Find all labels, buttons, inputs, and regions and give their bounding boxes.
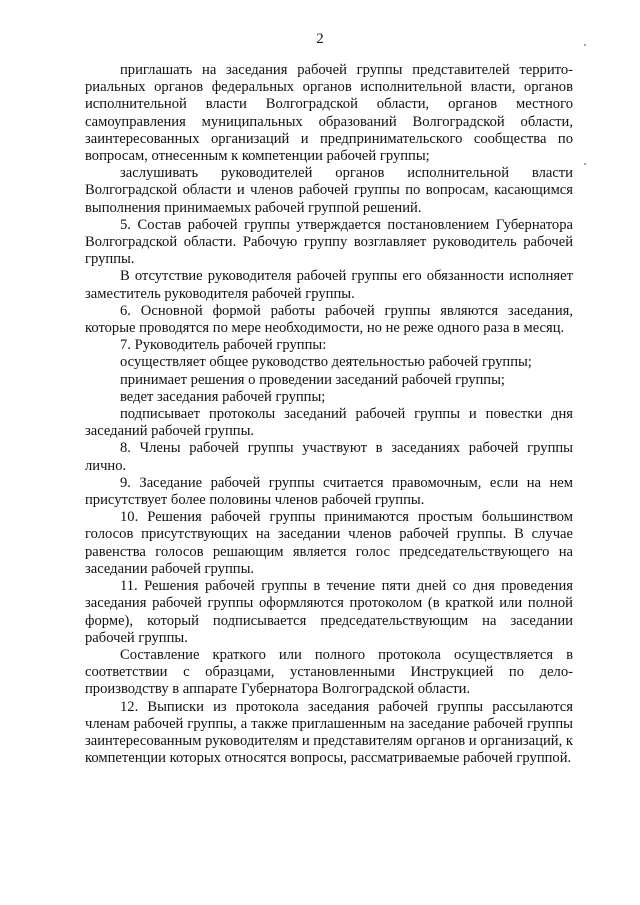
- paragraph-hear-officials: заслушивать руководителей органов исполнительной власти Волгоградской области и членов рабочей группы по вопросам, касающимся выполнения принимаемых рабочей группой решений.: [85, 165, 573, 216]
- paragraph-item-5: 5. Состав рабочей группы утверждается постановлением Губернатора Волгоградской области. Рабочую группу возглавляет руководитель рабочей группы.: [85, 216, 573, 268]
- paragraph-item-12: 12. Выписки из протокола заседания рабочей группы рассылаются членам рабочей группы, а также приглашенным на заседание рабочей группы заинтересованным руководителям и представителям органов и организаций, к компетенции которых относятся вопросы, рассматриваемые рабочей группой.: [85, 698, 573, 767]
- paragraph-chairs-meetings: ведет заседания рабочей группы;: [120, 388, 326, 405]
- paragraph-meeting-decisions: принимает решения о проведении заседаний рабочей группы;: [120, 371, 505, 388]
- paragraph-deputy: В отсутствие руководителя рабочей группы его обязанности исполняет заместитель руководителя рабочей группы.: [85, 268, 573, 302]
- page-number: 2: [316, 31, 324, 47]
- paragraph-item-6: 6. Основной формой работы рабочей группы являются заседания, которые проводятся по мере необходимости, но не реже одного раза в месяц.: [85, 302, 573, 337]
- paragraph-item-9: 9. Заседание рабочей группы считается правомочным, если на нем присутствует более половины членов рабочей группы.: [85, 474, 573, 509]
- paragraph-item-7: 7. Руководитель рабочей группы:: [120, 337, 327, 354]
- document-body: [85, 62, 573, 767]
- paragraph-protocol-drafting: Составление краткого или полного протокола осуществляется в соответствии с образцами, установленными Инструкцией по дело-производству в аппарате Губернатора Волгоградской области.: [85, 646, 573, 698]
- paragraph-item-10: 10. Решения рабочей группы принимаются простым большинством голосов присутствующих на заседании членов рабочей группы. В случае равенства голосов решающим является голос председательствующего на заседании рабочей группы.: [85, 509, 573, 577]
- paragraph-general-management: осуществляет общее руководство деятельностью рабочей группы;: [120, 354, 532, 371]
- scan-artifact-dot: [584, 163, 586, 165]
- paragraph-item-8: 8. Члены рабочей группы участвуют в заседаниях рабочей группы лично.: [85, 440, 573, 474]
- scan-artifact-dot: [584, 44, 586, 46]
- paragraph-invite-representatives: приглашать на заседания рабочей группы представителей террито-риальных органов федеральных органов исполнительной власти, органов исполнительной власти Волгоградской области, органов местного самоуправления муниципальных образований Волгоградской области, заинтересованных организаций и предпринимательского сообщества по вопросам, отнесенным к компетенции рабочей группы;: [85, 62, 573, 165]
- paragraph-item-11: 11. Решения рабочей группы в течение пяти дней со дня проведения заседания рабочей группы оформляются протоколом (в краткой или полной форме), который подписывается председательствующим на заседании рабочей группы.: [85, 578, 573, 646]
- paragraph-signs-protocols: подписывает протоколы заседаний рабочей группы и повестки дня заседаний рабочей группы.: [85, 406, 573, 440]
